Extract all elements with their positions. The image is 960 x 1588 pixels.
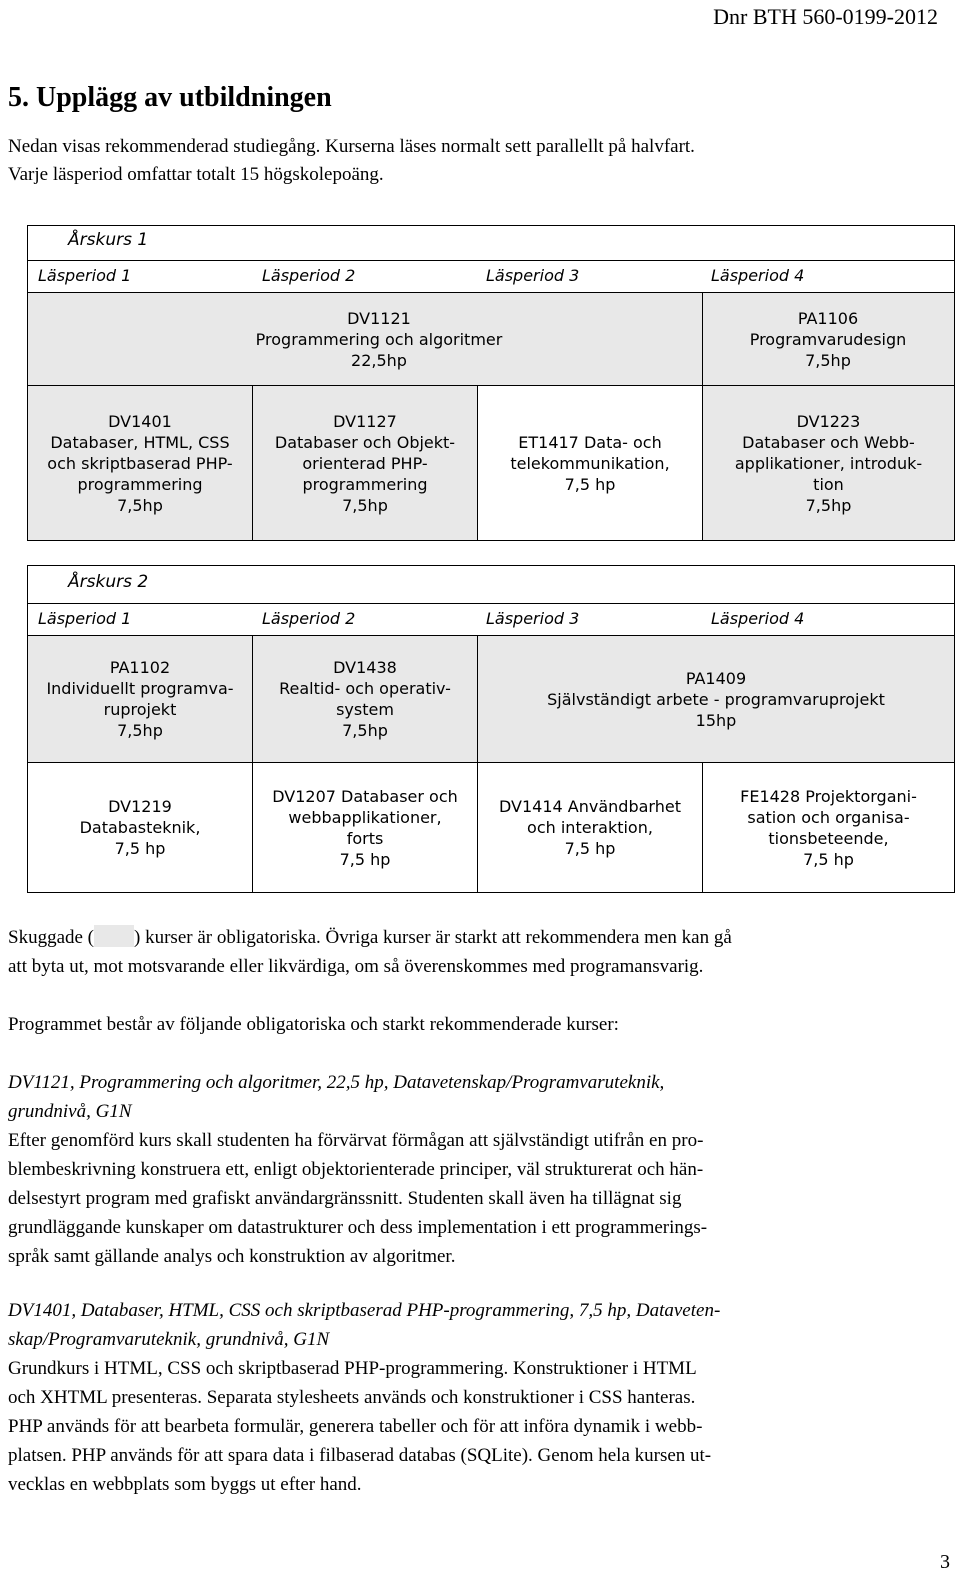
- year1-period-3: Läsperiod 3: [486, 266, 580, 285]
- course-text-line: vecklas en webbplats som byggs ut efter hand.: [8, 1474, 362, 1495]
- year2-period-2: Läsperiod 2: [262, 609, 356, 628]
- legend-line-2: att byta ut, mot motsvarande eller likvärdiga, om så överenskommes med programansvarig.: [8, 956, 704, 977]
- course-text-line: språk samt gällande analys och konstruktion av algoritmer.: [8, 1246, 456, 1267]
- legend-line-1: Skuggade ( ) kurser är obligatoriska. Övriga kurser är starkt att rekommendera men kan gå: [8, 927, 732, 948]
- year1-period-4: Läsperiod 4: [711, 266, 805, 285]
- course-title-line-1: DV1121, Programmering och algoritmer, 22,5 hp, Datavetenskap/Programvaruteknik,: [8, 1072, 665, 1093]
- year2-period-1: Läsperiod 1: [38, 609, 132, 628]
- intro-line-2: Varje läsperiod omfattar totalt 15 högskolepoäng.: [8, 164, 384, 185]
- year2-period-4: Läsperiod 4: [711, 609, 805, 628]
- course-pa1409: PA1409 Självständigt arbete - programvaruprojekt 15hp: [478, 636, 954, 762]
- course-dv1207: DV1207 Databaser och webbapplikationer, forts 7,5 hp: [272, 786, 458, 869]
- course-dv1219: DV1219 Databasteknik, 7,5 hp: [79, 797, 201, 858]
- course-dv1127: DV1127 Databaser och Objekt- orienterad PHP- programmering 7,5hp: [253, 386, 477, 540]
- course-dv1401: DV1401 Databaser, HTML, CSS och skriptbaserad PHP- programmering 7,5hp: [28, 386, 252, 540]
- course-text-line: och XHTML presenteras. Separata stylesheets används och konstruktioner i CSS hanteras.: [8, 1387, 696, 1408]
- course-pa1102: PA1102 Individuellt programva- ruprojekt 7,5hp: [28, 636, 252, 762]
- course-dv1414: DV1414 Användbarhet och interaktion, 7,5 hp: [499, 797, 681, 858]
- course-dv1121: DV1121 Programmering och algoritmer 22,5hp: [28, 293, 730, 385]
- course-text-line: blembeskrivning konstruera ett, enligt objektorienterade principer, väl strukturerat och hän-: [8, 1159, 704, 1180]
- course-title-line-2: grundnivå, G1N: [8, 1101, 132, 1122]
- legend-text: [8, 923, 948, 981]
- course-text-line: platsen. PHP används för att spara data i filbaserad databas (SQLite). Genom hela kursen ut-: [8, 1445, 712, 1466]
- shade-swatch: [94, 925, 134, 947]
- year2-label: Årskurs 2: [68, 572, 149, 592]
- section-intro: [8, 133, 953, 189]
- course-text-line: Efter genomförd kurs skall studenten ha förvärvat förmågan att självständigt utifrån en pro-: [8, 1130, 704, 1151]
- course-dv1438: DV1438 Realtid- och operativ- system 7,5hp: [253, 636, 477, 762]
- program-intro: Programmet består av följande obligatoriska och starkt rekommenderade kurser:: [8, 1014, 619, 1035]
- course-title-line-1: DV1401, Databaser, HTML, CSS och skriptbaserad PHP-programmering, 7,5 hp, Dataveten-: [8, 1300, 721, 1321]
- course-description-dv1401: [8, 1296, 948, 1499]
- course-pa1106: PA1106 Programvarudesign 7,5hp: [702, 293, 954, 385]
- course-text-line: Grundkurs i HTML, CSS och skriptbaserad PHP-programmering. Konstruktioner i HTML: [8, 1358, 697, 1379]
- course-title-line-2: skap/Programvaruteknik, grundnivå, G1N: [8, 1329, 330, 1350]
- course-text-line: PHP används för att bearbeta formulär, generera tabeller och för att införa dynamik i webb-: [8, 1416, 703, 1437]
- course-et1417: ET1417 Data- och telekommunikation, 7,5 hp: [510, 432, 670, 494]
- year2-period-3: Läsperiod 3: [486, 609, 580, 628]
- course-fe1428: FE1428 Projektorgani- sation och organisa- tionsbeteende, 7,5 hp: [740, 786, 917, 869]
- intro-line-1: Nedan visas rekommenderad studiegång. Kurserna läses normalt sett parallellt på halvfart.: [8, 136, 695, 157]
- year1-period-1: Läsperiod 1: [38, 266, 132, 285]
- page-number: 3: [940, 1551, 950, 1573]
- course-text-line: grundläggande kunskaper om datastrukturer och dess implementation i ett programmerings-: [8, 1217, 708, 1238]
- year1-label: Årskurs 1: [68, 230, 149, 250]
- course-dv1223: DV1223 Databaser och Webb- applikationer, introduk- tion 7,5hp: [703, 386, 954, 540]
- course-description-dv1121: [8, 1068, 948, 1271]
- course-text-line: delsestyrt program med grafiskt användargränssnitt. Studenten skall även ha tillägnat sig: [8, 1188, 682, 1209]
- section-title: 5. Upplägg av utbildningen: [8, 82, 332, 113]
- document-number: Dnr BTH 560-0199-2012: [713, 4, 938, 29]
- year1-period-2: Läsperiod 2: [262, 266, 356, 285]
